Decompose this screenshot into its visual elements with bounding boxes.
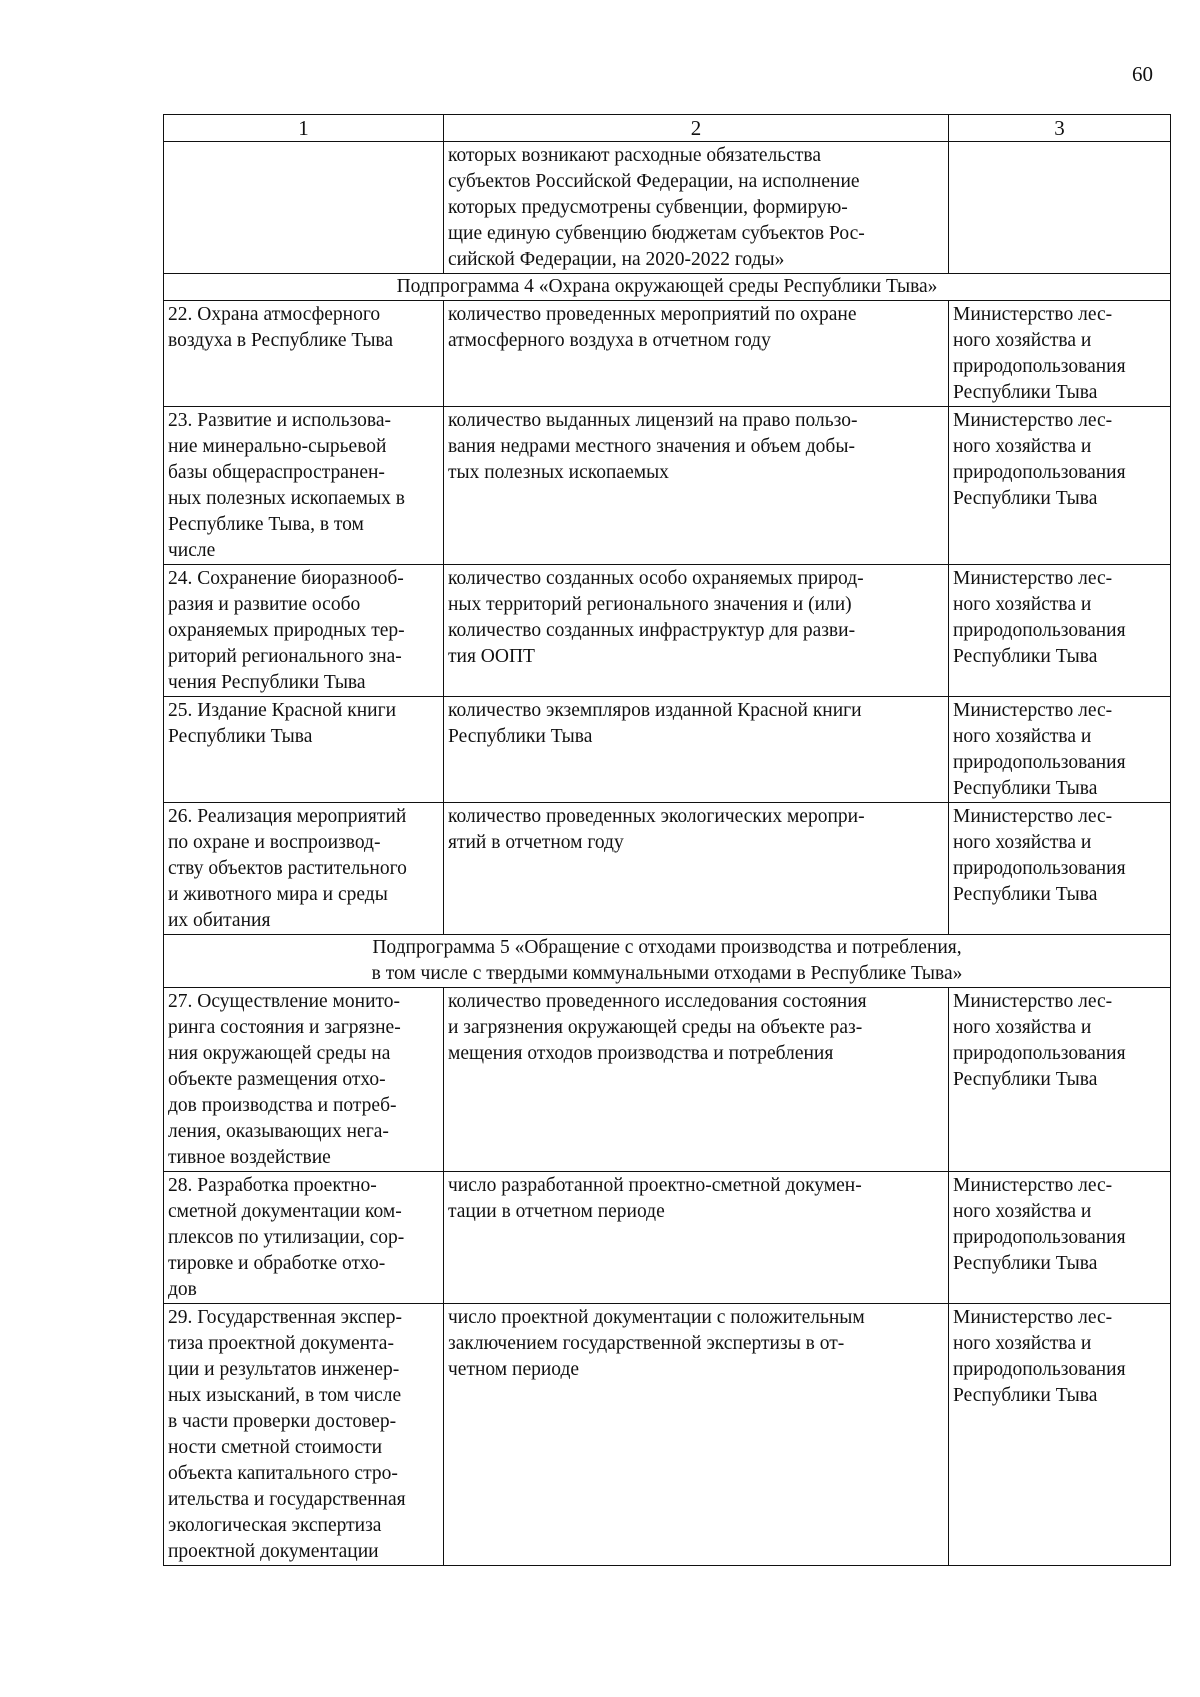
measure-cell: 22. Охрана атмосферного воздуха в Республике Тыва	[164, 301, 444, 407]
table-row	[164, 803, 1171, 935]
table-row	[164, 1304, 1171, 1566]
continuation-responsible-cell	[949, 142, 1171, 274]
page-number: 60	[1132, 62, 1153, 86]
continuation-indicator-cell: которых возникают расходные обязательства субъектов Российской Федерации, на исполнение которых предусмотрены субвенции, формирую- щие единую субвенцию бюджетам субъектов Рос- сийской Федерации, на 2020-2022 годы»	[444, 142, 949, 274]
indicator-cell: количество выданных лицензий на право пользо- вания недрами местного значения и объем добы- тых полезных ископаемых	[444, 407, 949, 565]
continuation-measure-cell	[164, 142, 444, 274]
responsible-cell: Министерство лес- ного хозяйства и природопользования Республики Тыва	[949, 988, 1171, 1172]
responsible-cell: Министерство лес- ного хозяйства и природопользования Республики Тыва	[949, 697, 1171, 803]
column-header-1: 1	[164, 115, 444, 142]
responsible-cell: Министерство лес- ного хозяйства и природопользования Республики Тыва	[949, 1172, 1171, 1304]
indicator-cell: число разработанной проектно-сметной докумен- тации в отчетном периоде	[444, 1172, 949, 1304]
measure-cell: 29. Государственная экспер- тиза проектной документа- ции и результатов инженер- ных изысканий, в том числе в части проверки достовер- ности сметной стоимости объекта капитального стро- ительства и государственная экологическая экспертиза проектной документации	[164, 1304, 444, 1566]
column-header-3: 3	[949, 115, 1171, 142]
responsible-cell: Министерство лес- ного хозяйства и природопользования Республики Тыва	[949, 301, 1171, 407]
responsible-cell: Министерство лес- ного хозяйства и природопользования Республики Тыва	[949, 803, 1171, 935]
responsible-cell: Министерство лес- ного хозяйства и природопользования Республики Тыва	[949, 565, 1171, 697]
measure-cell: 28. Разработка проектно- сметной документации ком- плексов по утилизации, сор- тировке и обработке отхо- дов	[164, 1172, 444, 1304]
measure-cell: 26. Реализация мероприятий по охране и воспроизвод- ству объектов растительного и животного мира и среды их обитания	[164, 803, 444, 935]
measure-cell: 23. Развитие и использова- ние минерально-сырьевой базы общераспространен- ных полезных ископаемых в Республике Тыва, в том числе	[164, 407, 444, 565]
indicator-cell: число проектной документации с положительным заключением государственной экспертизы в от- четном периоде	[444, 1304, 949, 1566]
table-row	[164, 301, 1171, 407]
table-row	[164, 988, 1171, 1172]
measure-cell: 25. Издание Красной книги Республики Тыва	[164, 697, 444, 803]
subprogram-4-heading: Подпрограмма 4 «Охрана окружающей среды Республики Тыва»	[164, 274, 1171, 301]
table-row	[164, 407, 1171, 565]
measure-cell: 27. Осуществление монито- ринга состояния и загрязне- ния окружающей среды на объекте размещения отхо- дов производства и потреб- ления, оказывающих нега- тивное воздействие	[164, 988, 444, 1172]
column-header-2: 2	[444, 115, 949, 142]
indicator-cell: количество проведенных мероприятий по охране атмосферного воздуха в отчетном году	[444, 301, 949, 407]
table-row	[164, 697, 1171, 803]
indicators-table	[163, 114, 1171, 1566]
subprogram-5-heading: Подпрограмма 5 «Обращение с отходами производства и потребления, в том числе с твердыми коммунальными отходами в Республике Тыва»	[164, 935, 1171, 988]
measure-cell: 24. Сохранение биоразнооб- разия и развитие особо охраняемых природных тер- риторий регионального зна- чения Республики Тыва	[164, 565, 444, 697]
subprogram-4-heading-row	[164, 274, 1171, 301]
table-row	[164, 1172, 1171, 1304]
table-row-continuation	[164, 142, 1171, 274]
responsible-cell: Министерство лес- ного хозяйства и природопользования Республики Тыва	[949, 407, 1171, 565]
responsible-cell: Министерство лес- ного хозяйства и природопользования Республики Тыва	[949, 1304, 1171, 1566]
indicator-cell: количество проведенных экологических меропри- ятий в отчетном году	[444, 803, 949, 935]
subprogram-5-heading-row	[164, 935, 1171, 988]
table-header-row	[164, 115, 1171, 142]
indicator-cell: количество созданных особо охраняемых природ- ных территорий регионального значения и (или) количество созданных инфраструктур для разви- тия ООПТ	[444, 565, 949, 697]
table-row	[164, 565, 1171, 697]
indicator-cell: количество экземпляров изданной Красной книги Республики Тыва	[444, 697, 949, 803]
indicator-cell: количество проведенного исследования состояния и загрязнения окружающей среды на объекте раз- мещения отходов производства и потребления	[444, 988, 949, 1172]
